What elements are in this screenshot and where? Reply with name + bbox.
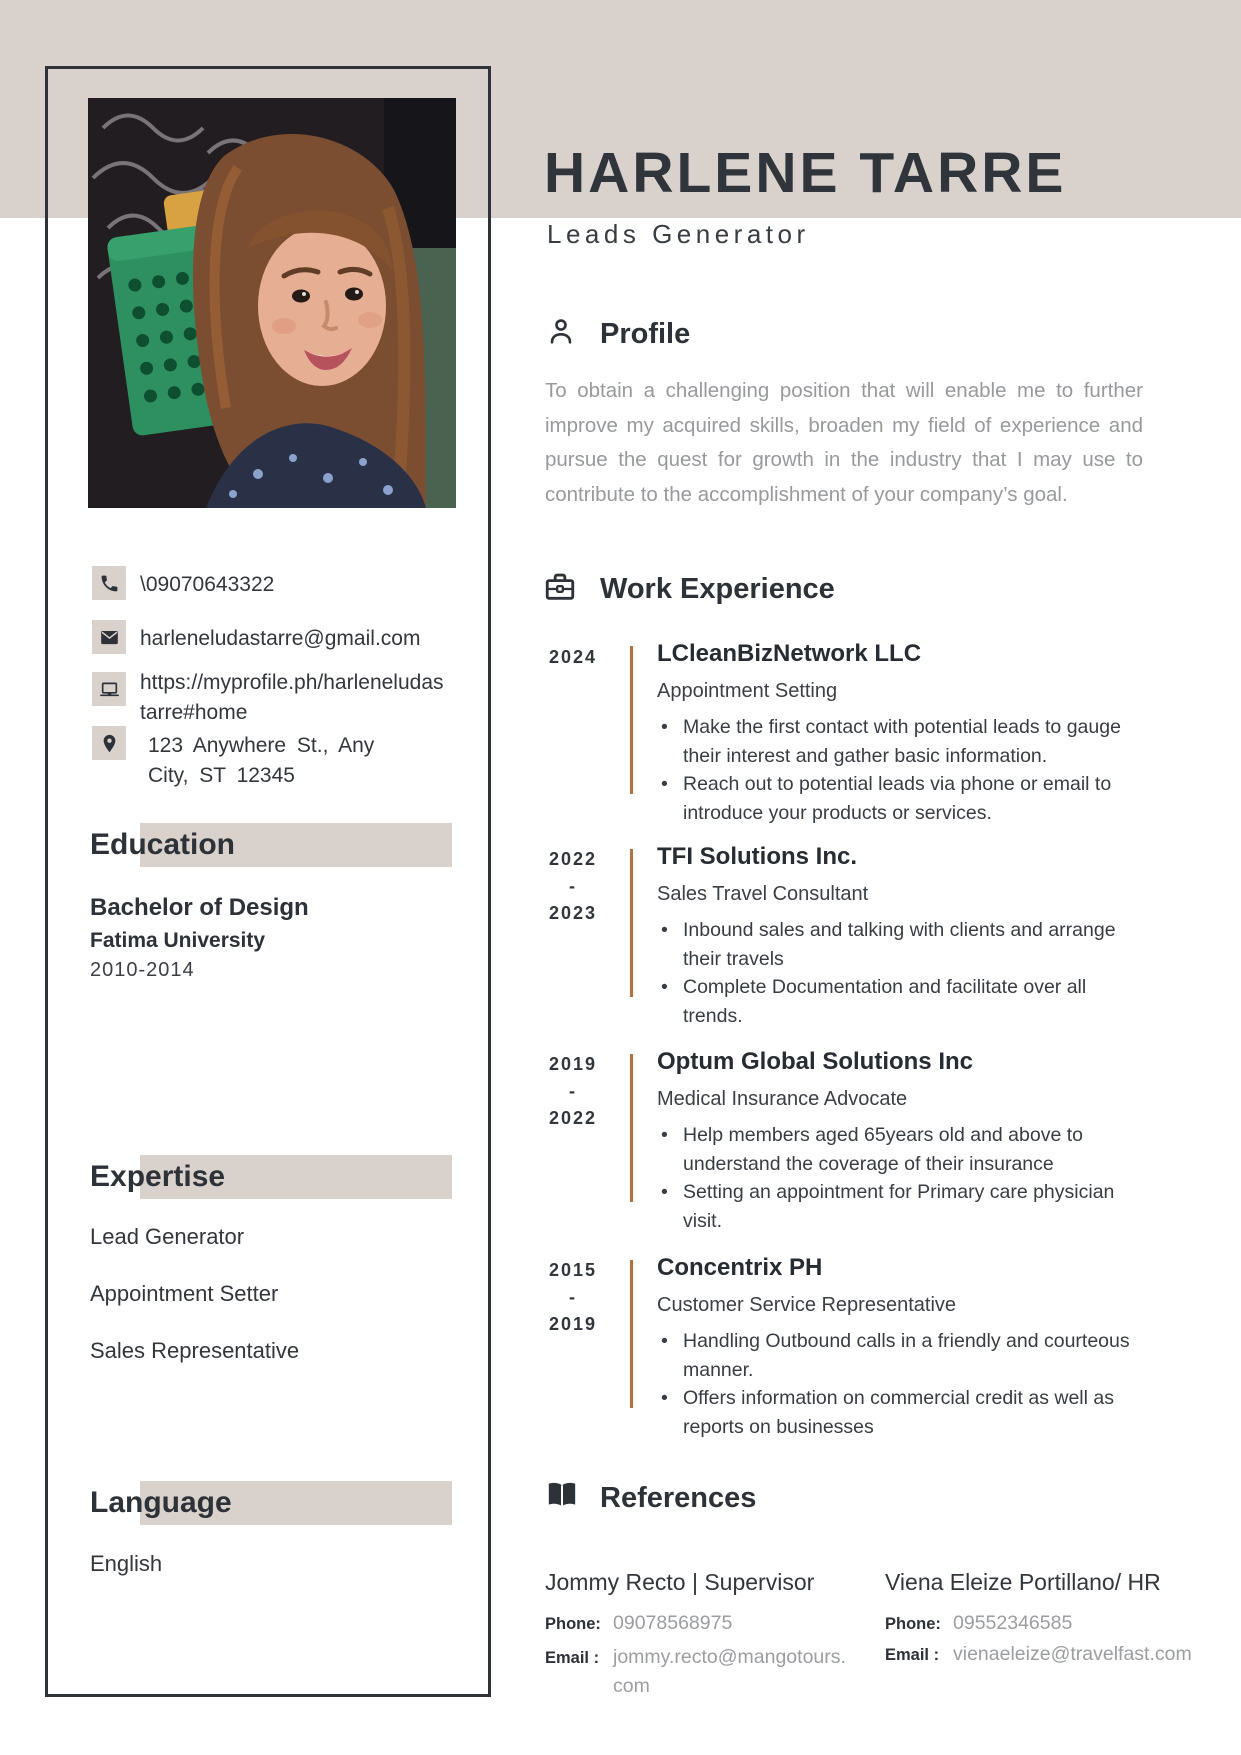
language-heading: Language: [90, 1486, 232, 1519]
open-book-icon: [545, 1478, 579, 1512]
education-degree: Bachelor of Design: [90, 894, 309, 921]
bullet-item: • Make the first contact with potential leads to gauge their interest and gather basic information.: [657, 713, 1149, 770]
person-name: HARLENE TARRE: [544, 141, 1067, 205]
profile-photo: [88, 98, 456, 508]
mailing-address: 123 Anywhere St., Any City, ST 12345: [148, 734, 375, 787]
timeline-rule: [630, 646, 633, 794]
language-item: English: [90, 1551, 163, 1576]
job-role: Appointment Setting: [657, 680, 838, 702]
year-end: 2022: [548, 1108, 598, 1128]
reference-phone-row: [545, 1612, 732, 1635]
job-bullets: [657, 1327, 1149, 1442]
reference-phone-row: [885, 1612, 1072, 1635]
job-bullets: [657, 916, 1149, 1031]
timeline-rule: [630, 849, 633, 997]
website-url: https://myprofile.ph/harleneludastarre#home: [140, 671, 444, 724]
reference-email: jommy.recto@mangotours.com: [613, 1646, 846, 1697]
job-role: Customer Service Representative: [657, 1294, 957, 1316]
email-address: harleneludastarre@gmail.com: [140, 627, 421, 650]
year-start: 2015: [548, 1260, 598, 1280]
profile-photo-illustration: [88, 98, 456, 508]
timeline-rule: [630, 1054, 633, 1202]
expertise-item: Lead Generator: [90, 1224, 245, 1249]
education-years: 2010-2014: [90, 959, 195, 981]
phone-icon: [92, 566, 126, 600]
person-job-title: Leads Generator: [547, 219, 810, 249]
references-heading: References: [600, 1482, 757, 1514]
expertise-heading: Expertise: [90, 1160, 226, 1193]
company-name: TFI Solutions Inc.: [657, 843, 857, 870]
bullet-item: • Handling Outbound calls in a friendly and courteous manner.: [657, 1327, 1149, 1384]
year-start: 2019: [548, 1054, 598, 1074]
bullet-item: • Offers information on commercial credit as well as reports on businesses: [657, 1384, 1149, 1441]
briefcase-icon: [543, 570, 577, 604]
year-start: 2022: [548, 849, 598, 869]
phone-number: \09070643322: [140, 573, 275, 596]
bullet-item: • Setting an appointment for Primary care physician visit.: [657, 1178, 1149, 1235]
profile-heading: Profile: [600, 318, 691, 350]
reference-name: Jommy Recto | Supervisor: [545, 1569, 815, 1595]
job-bullets: [657, 713, 1149, 828]
company-name: Concentrix PH: [657, 1254, 823, 1281]
reference-phone: 09078568975: [613, 1612, 733, 1634]
job-bullets: [657, 1121, 1149, 1236]
work-entry-years: [540, 846, 606, 927]
reference-email-row: [545, 1643, 851, 1701]
year-end: 2023: [548, 903, 598, 923]
year-dash: -: [569, 1287, 577, 1307]
location-pin-icon: [92, 726, 126, 760]
expertise-item: Sales Representative: [90, 1338, 300, 1363]
bullet-item: • Reach out to potential leads via phone or email to introduce your products or services.: [657, 770, 1149, 827]
year-start: 2024: [548, 647, 598, 667]
company-name: LCleanBizNetwork LLC: [657, 640, 922, 667]
year-end: 2019: [548, 1314, 598, 1334]
work-entry-years: [540, 1257, 606, 1338]
year-dash: -: [569, 876, 577, 896]
bullet-item: • Inbound sales and talking with clients and arrange their travels: [657, 916, 1149, 973]
company-name: Optum Global Solutions Inc: [657, 1048, 973, 1075]
work-entry-years: [540, 1051, 606, 1132]
email-label: Email :: [885, 1646, 940, 1664]
laptop-icon: [92, 672, 126, 706]
education-school: Fatima University: [90, 929, 266, 952]
bullet-item: • Help members aged 65years old and above to understand the coverage of their insurance: [657, 1121, 1149, 1178]
reference-name: Viena Eleize Portillano/ HR: [885, 1569, 1161, 1595]
timeline-rule: [630, 1260, 633, 1408]
profile-summary: To obtain a challenging position that will enable me to further improve my acquired skills, broaden my field of experience and pursue the quest for growth in the industry that I may use to contribute to the accomplishment of your company’s goal.: [545, 379, 1143, 506]
work-experience-heading: Work Experience: [600, 573, 835, 605]
envelope-icon: [92, 620, 126, 654]
person-icon: [546, 316, 576, 346]
work-entry-years: [540, 644, 606, 671]
expertise-item: Appointment Setter: [90, 1281, 279, 1306]
education-heading: Education: [90, 828, 236, 861]
phone-label: Phone:: [545, 1615, 601, 1633]
email-label: Email :: [545, 1649, 600, 1667]
year-dash: -: [569, 1081, 577, 1101]
bullet-item: • Complete Documentation and facilitate over all trends.: [657, 973, 1149, 1030]
phone-label: Phone:: [885, 1615, 941, 1633]
reference-phone: 09552346585: [953, 1612, 1073, 1634]
reference-email: vienaeleize@travelfast.com: [953, 1643, 1192, 1665]
job-role: Sales Travel Consultant: [657, 883, 869, 905]
job-role: Medical Insurance Advocate: [657, 1088, 908, 1110]
reference-email-row: [885, 1643, 1192, 1666]
